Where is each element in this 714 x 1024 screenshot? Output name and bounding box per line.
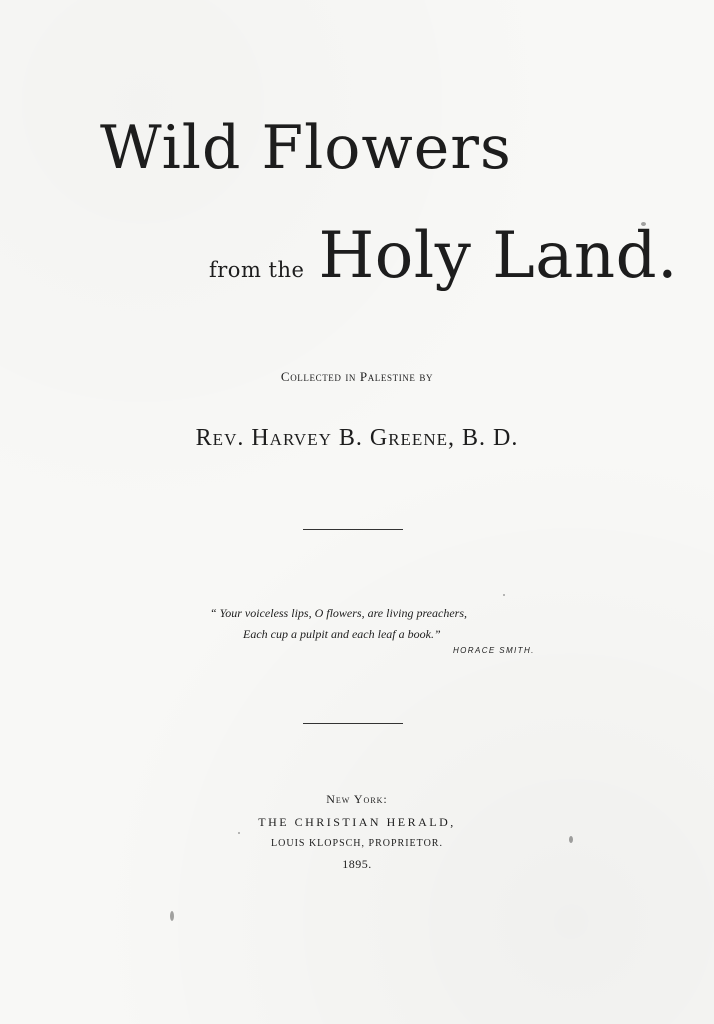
epigraph-line-1: “ Your voiceless lips, O flowers, are living preachers,: [210, 606, 467, 620]
publisher-name: THE CHRISTIAN HERALD,: [258, 815, 456, 829]
divider-top: [303, 529, 403, 530]
collected-by-text: Collected in Palestine by: [280, 369, 434, 384]
book-title-line-1: Wild Flowers: [100, 113, 512, 183]
book-title-small-text: from the: [209, 258, 305, 282]
paper-speck: [641, 222, 646, 226]
publication-year: 1895.: [342, 857, 372, 871]
paper-speck: [569, 836, 573, 843]
epigraph: [210, 603, 550, 645]
paper-speck: [238, 832, 240, 834]
epigraph-line-2: Each cup a pulpit and each leaf a book.”: [243, 627, 441, 641]
paper-speck: [503, 594, 505, 596]
paper-speck: [170, 911, 174, 921]
publisher-city: New York:: [326, 792, 388, 806]
author-name: Rev. Harvey B. Greene, B. D.: [195, 425, 519, 451]
publisher-proprietor: LOUIS KLOPSCH, PROPRIETOR.: [271, 838, 443, 849]
epigraph-attribution: HORACE SMITH.: [453, 646, 535, 655]
divider-bottom: [303, 723, 403, 724]
book-title-line-2: [209, 219, 678, 293]
publisher-block: [0, 790, 714, 873]
book-title-large-text: Holy Land.: [318, 219, 678, 293]
